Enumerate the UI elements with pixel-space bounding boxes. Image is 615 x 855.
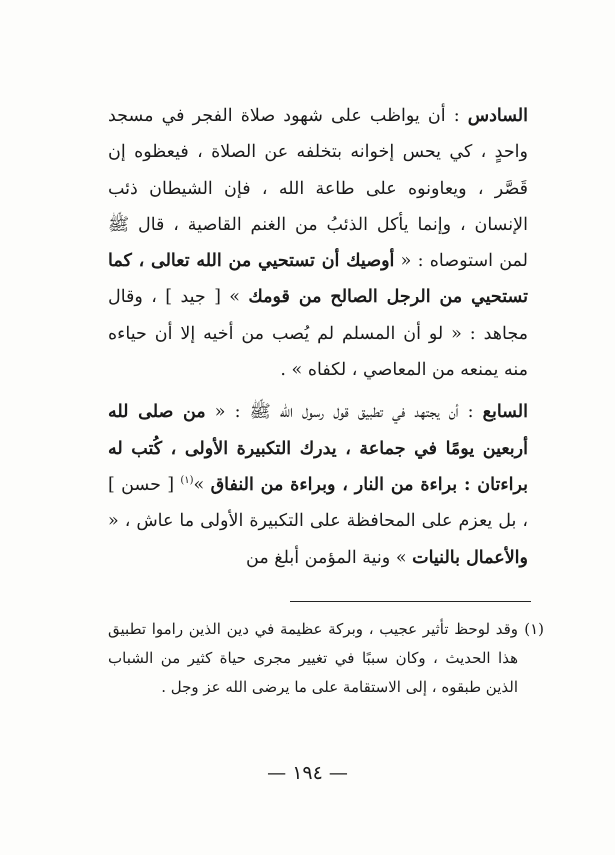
footnote (108, 615, 544, 702)
hadith-quote-3: والأعمال بالنيات (412, 547, 528, 568)
footnote-text: وقد لوحظ تأثير عجيب ، وبركة عظيمة في دين الذين راموا تطبيق هذا الحديث ، وكان سببًا في تغيير مجرى حياة كثير من الشباب الذين طبقوه ، إلى الاستقامة على ما يرضى الله عز وجل . (108, 620, 518, 696)
paragraph-seventh-text-2: » (193, 474, 211, 495)
colon: : (445, 106, 468, 126)
hadith-quote-1: أوصيك أن تستحيي من الله تعالى ، كما تستحيي من الرجل الصالح من قومك (108, 251, 528, 308)
main-text (108, 98, 528, 576)
footnote-divider (290, 601, 531, 602)
heading-seventh: السابع (482, 402, 528, 423)
paragraph-seventh-text-1: أن يجتهد في تطبيق قول رسول الله ﷺ : « (205, 402, 459, 423)
page-number: — ١٩٤ — (267, 762, 348, 784)
heading-sixth: السادس (467, 106, 528, 126)
paragraph-seventh (108, 394, 528, 575)
paragraph-sixth (108, 98, 528, 388)
footnote-reference: (١) (180, 475, 194, 487)
paragraph-sixth-text-1: أن يواظب على شهود صلاة الفجر في مسجد واحدٍ ، كي يحس إخوانه بتخلفه عن الصلاة ، فيعظوه إن قَصَّر ، ويعاونوه على طاعة الله ، فإن الشيطان ذئب الإنسان ، وإنما يأكل الذئبُ من الغنم القاصية ، قال ﷺ لمن استوصاه : « (108, 106, 528, 272)
hadith-quote-2: من صلى لله أربعين يومًا في جماعة ، يدرك التكبيرة الأولى ، كُتب له براءتان : براءة من النار ، وبراءة من النفاق (108, 402, 528, 495)
colon: : (458, 402, 483, 423)
paragraph-seventh-text-3: [ حسن ] ، بل يعزم على المحافظة على التكبيرة الأولى ما عاش ، « (108, 474, 528, 532)
paragraph-sixth-text-2: » [ جيد ] ، وقال مجاهد : « لو أن المسلم لم يُصب من أخيه إلا أن حياءه منه يمنعه من المعاصي ، لكفاه » . (108, 287, 528, 381)
paragraph-seventh-text-4: » ونية المؤمن أبلغ من (246, 547, 413, 568)
footnote-marker: (١) (524, 620, 544, 638)
